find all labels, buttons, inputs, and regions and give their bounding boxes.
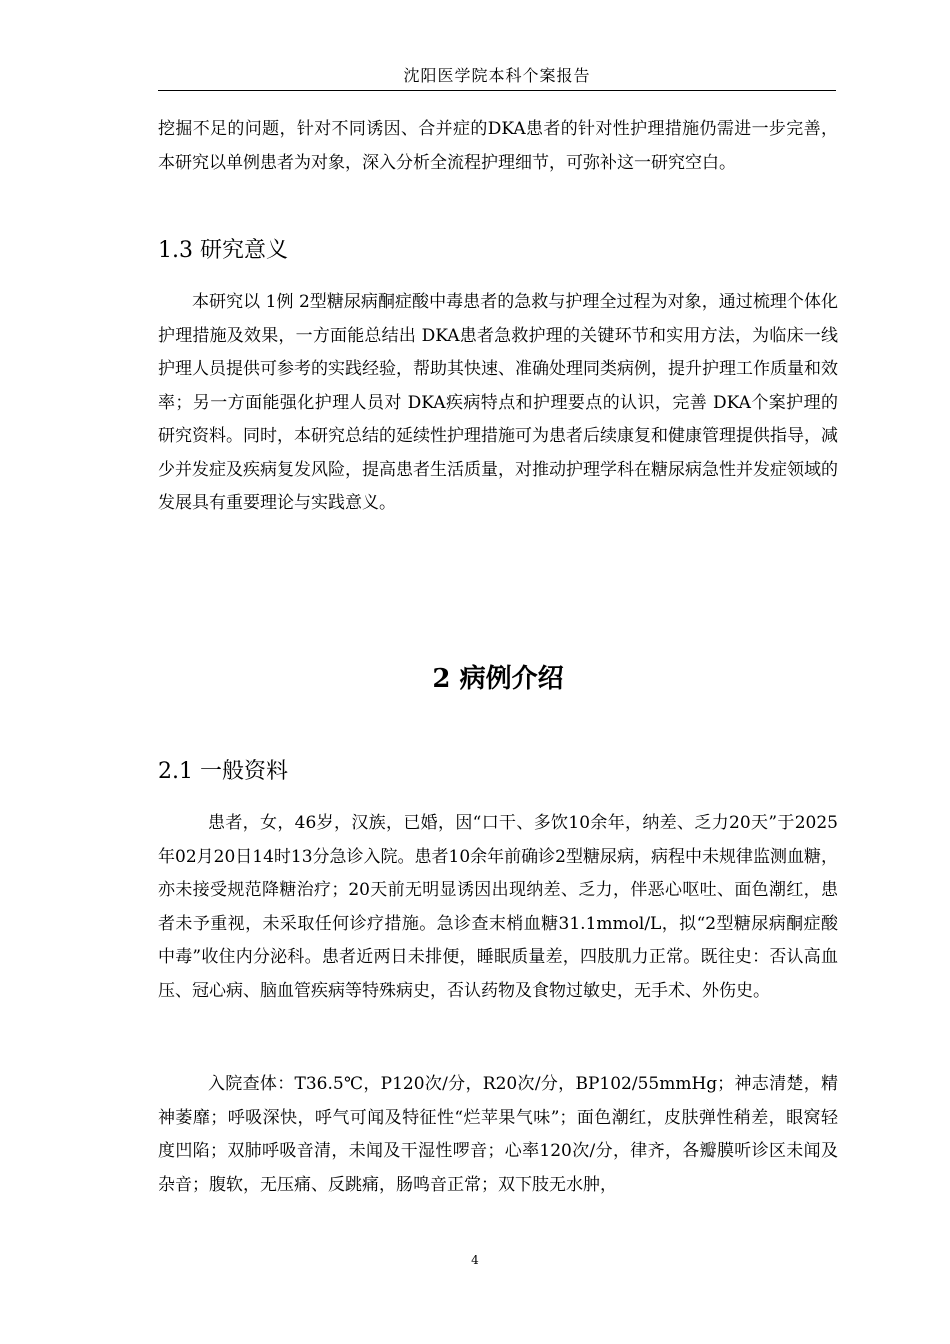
paragraph-research-significance: 本研究以 1例 2型糖尿病酮症酸中毒患者的急救与护理全过程为对象，通过梳理个体化护理措施及效果，一方面能总结出 DKA患者急救护理的关键环节和实用方法，为临床一线护理人员提供可参考的实践经验，帮助其快速、准确处理同类病例，提升护理工作质量和效率；另一方面能强化护理人员对 DKA疾病特点和护理要点的认识，完善 DKA个案护理的研究资料。同时，本研究总结的延续性护理措施可为患者后续康复和健康管理提供指导，减少并发症及疾病复发风险，提高患者生活质量，对推动护理学科在糖尿病急性并发症领域的发展具有重要理论与实践意义。 [158,292,838,513]
section-heading-2-1: 2.1 一般资料 [158,759,288,784]
running-header: 沈阳医学院本科个案报告 [403,66,591,85]
page-number: 4 [471,1253,479,1267]
paragraph-admission-exam: 入院查体：T36.5℃，P120次/分，R20次/分，BP102/55mmHg；神志清楚，精神萎靡；呼吸深快，呼气可闻及特征性“烂苹果气味”；面色潮红，皮肤弹性稍差，眼窝轻度凹陷；双肺呼吸音清，未闻及干湿性啰音；心率120次/分，律齐，各瓣膜听诊区未闻及杂音；腹软，无压痛、反跳痛，肠鸣音正常；双下肢无水肿， [158,1074,838,1195]
header-rule [158,90,836,91]
paragraph-intro-continuation: 挖掘不足的问题，针对不同诱因、合并症的DKA患者的针对性护理措施仍需进一步完善，本研究以单例患者为对象，深入分析全流程护理细节，可弥补这一研究空白。 [158,119,838,173]
chapter-heading-2: 2 病例介绍 [432,664,564,694]
paragraph-general-information: 患者，女，46岁，汉族，已婚，因“口干、多饮10余年，纳差、乏力20天”于2025年02月20日14时13分急诊入院。患者10余年前确诊2型糖尿病，病程中未规律监测血糖，亦未接受规范降糖治疗；20天前无明显诱因出现纳差、乏力，伴恶心呕吐、面色潮红，患者未予重视，未采取任何诊疗措施。急诊查末梢血糖31.1mmol/L，拟“2型糖尿病酮症酸中毒”收住内分泌科。患者近两日未排便，睡眠质量差，四肢肌力正常。既往史：否认高血压、冠心病、脑血管疾病等特殊病史，否认药物及食物过敏史，无手术、外伤史。 [158,813,838,1001]
section-heading-1-3: 1.3 研究意义 [158,238,288,263]
